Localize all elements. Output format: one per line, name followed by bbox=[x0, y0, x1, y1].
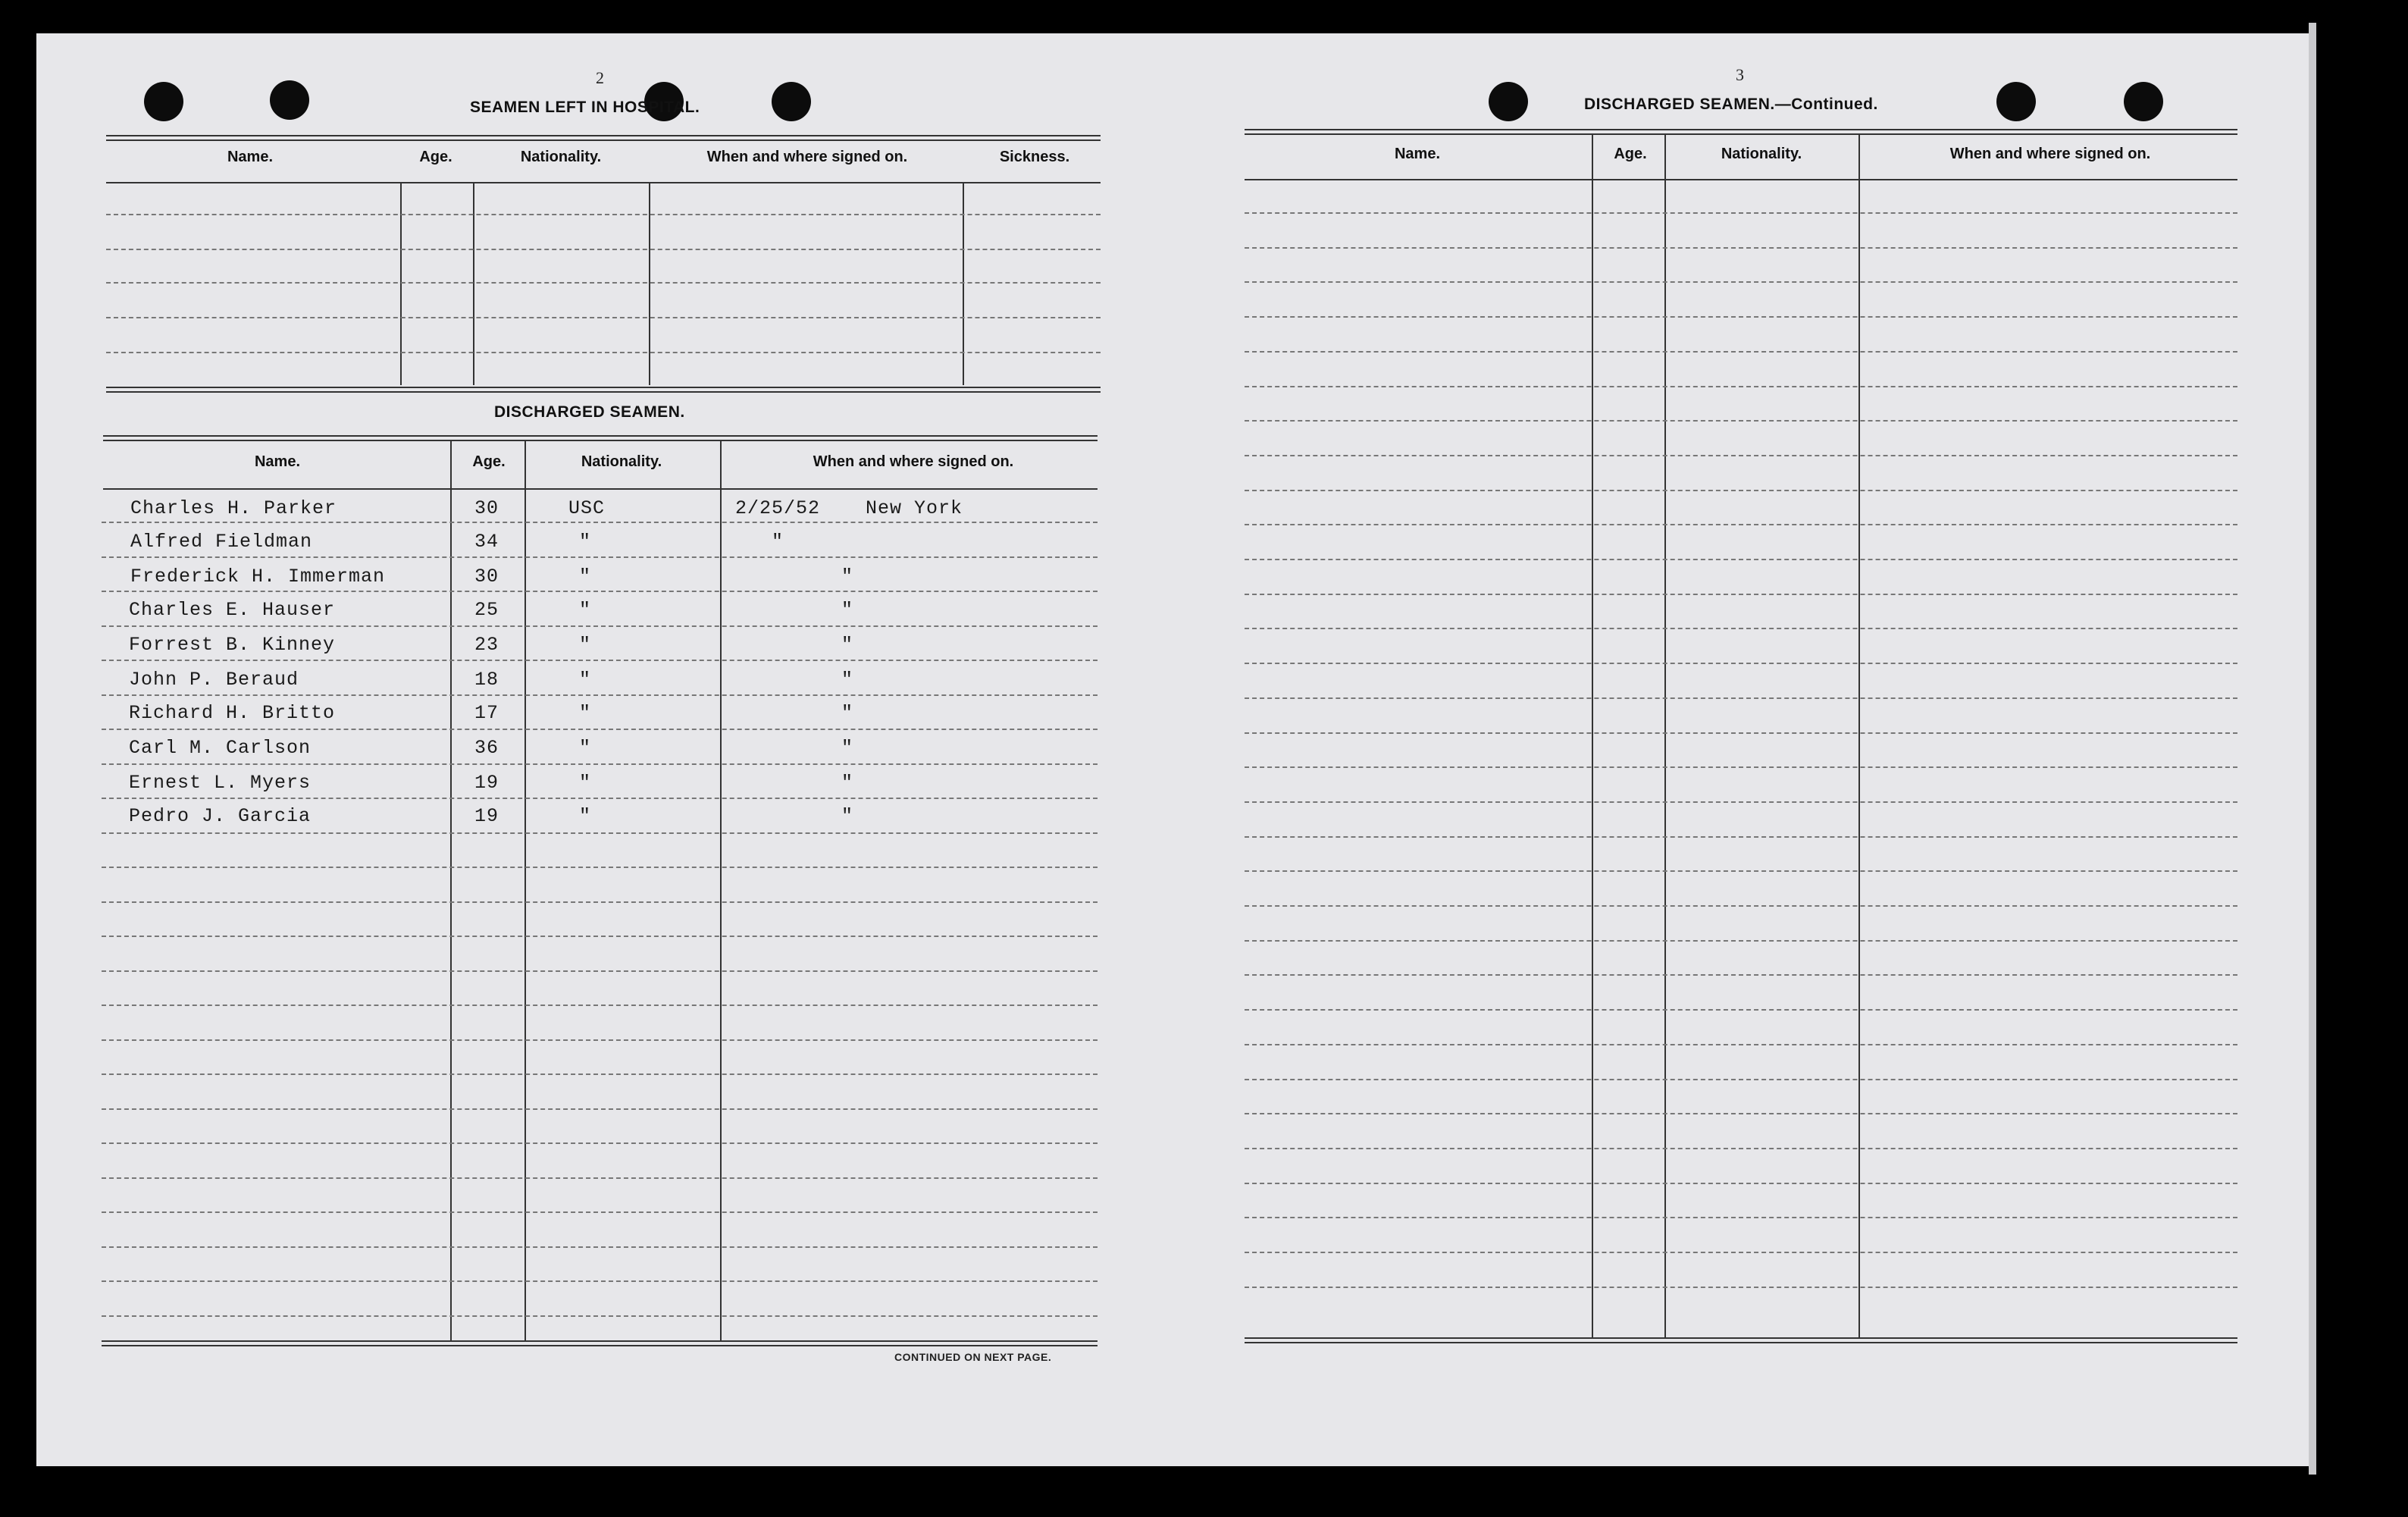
seaman-nationality: " bbox=[579, 531, 592, 553]
discharged-table-top-rule bbox=[103, 440, 1098, 441]
seaman-name: John P. Beraud bbox=[129, 669, 299, 691]
hospital-row-line bbox=[106, 282, 1101, 284]
seaman-age: 30 bbox=[474, 566, 499, 588]
seaman-age: 36 bbox=[474, 737, 499, 759]
discharged-continued-title-main: DISCHARGED SEAMEN. bbox=[1584, 96, 1775, 113]
seaman-name: Frederick H. Immerman bbox=[130, 566, 386, 588]
discharged-col-signed-on: When and where signed on. bbox=[813, 453, 1014, 470]
row-line bbox=[1245, 1217, 2237, 1218]
row-line bbox=[1245, 490, 2237, 491]
right-col-name: Name. bbox=[1394, 146, 1441, 162]
hospital-row-line bbox=[106, 317, 1101, 318]
row-line bbox=[102, 729, 1098, 730]
row-line bbox=[102, 1142, 1098, 1144]
row-line bbox=[1245, 905, 2237, 907]
right-table-bottom-rule bbox=[1245, 1337, 2237, 1339]
right-col-divider bbox=[1592, 133, 1593, 1339]
seaman-age: 18 bbox=[474, 669, 499, 691]
right-header-rule bbox=[1245, 179, 2237, 180]
row-line bbox=[102, 1246, 1098, 1248]
discharged-col-divider bbox=[720, 440, 722, 1342]
seaman-age: 19 bbox=[474, 805, 499, 827]
punch-hole bbox=[270, 80, 309, 120]
row-line bbox=[102, 660, 1098, 661]
row-line bbox=[1245, 1252, 2237, 1253]
hospital-col-signed-on: When and where signed on. bbox=[706, 149, 908, 165]
seaman-nationality: " bbox=[579, 634, 592, 656]
right-table-bottom-rule bbox=[1245, 1342, 2237, 1343]
row-line bbox=[102, 867, 1098, 868]
seaman-name: Richard H. Britto bbox=[129, 702, 336, 724]
row-line bbox=[102, 1315, 1098, 1317]
sheet-edge bbox=[2309, 23, 2316, 1475]
punch-hole bbox=[1996, 82, 2036, 121]
continued-note: CONTINUED ON NEXT PAGE. bbox=[894, 1351, 1052, 1363]
seaman-signed-on-date: 2/25/52 bbox=[735, 497, 821, 519]
row-line bbox=[102, 970, 1098, 972]
hospital-table-bottom-rule bbox=[106, 391, 1101, 393]
row-line bbox=[102, 556, 1098, 558]
hospital-table-bottom-rule bbox=[106, 387, 1101, 388]
seaman-signed-on-place: " bbox=[841, 634, 854, 656]
seaman-signed-on-date: " bbox=[772, 531, 784, 553]
discharged-section-title: DISCHARGED SEAMEN. bbox=[494, 403, 685, 421]
seaman-signed-on-place: " bbox=[841, 599, 854, 621]
hospital-row-line bbox=[106, 249, 1101, 250]
right-col-age: Age. bbox=[1614, 146, 1647, 162]
row-line bbox=[1245, 281, 2237, 283]
page-number: 2 bbox=[596, 68, 604, 87]
seaman-age: 19 bbox=[474, 772, 499, 794]
discharged-col-age: Age. bbox=[472, 453, 506, 470]
row-line bbox=[102, 625, 1098, 627]
punch-hole bbox=[1489, 82, 1528, 121]
row-line bbox=[1245, 1148, 2237, 1149]
seaman-name: Charles H. Parker bbox=[130, 497, 337, 519]
row-line bbox=[1245, 870, 2237, 872]
row-line bbox=[1245, 455, 2237, 456]
seaman-age: 23 bbox=[474, 634, 499, 656]
row-line bbox=[102, 694, 1098, 696]
hospital-col-divider bbox=[649, 182, 650, 385]
seaman-signed-on-place: " bbox=[841, 805, 854, 827]
row-line bbox=[1245, 524, 2237, 525]
row-line bbox=[102, 1005, 1098, 1006]
right-col-divider bbox=[1664, 133, 1666, 1339]
seaman-signed-on-place: " bbox=[841, 772, 854, 794]
discharged-col-name: Name. bbox=[254, 453, 301, 470]
seaman-name: Ernest L. Myers bbox=[129, 772, 312, 794]
row-line bbox=[1245, 316, 2237, 318]
row-line bbox=[102, 798, 1098, 799]
row-line bbox=[1245, 697, 2237, 699]
row-line bbox=[1245, 247, 2237, 249]
row-line bbox=[1245, 351, 2237, 353]
hospital-table-top-rule bbox=[106, 139, 1101, 141]
discharged-header-rule bbox=[103, 488, 1098, 490]
hospital-col-age: Age. bbox=[419, 149, 452, 165]
row-line bbox=[102, 522, 1098, 523]
discharged-col-divider bbox=[524, 440, 526, 1342]
discharged-col-divider bbox=[450, 440, 452, 1342]
hospital-table-top-rule bbox=[106, 135, 1101, 136]
seaman-name: Forrest B. Kinney bbox=[129, 634, 336, 656]
right-col-signed-on: When and where signed on. bbox=[1949, 146, 2151, 162]
hospital-col-nationality: Nationality. bbox=[520, 149, 602, 165]
discharged-continued-title-suffix: —Continued. bbox=[1774, 96, 1878, 113]
right-table-top-rule bbox=[1245, 129, 2237, 130]
seaman-age: 25 bbox=[474, 599, 499, 621]
seaman-nationality: " bbox=[579, 669, 592, 691]
row-line bbox=[1245, 1113, 2237, 1114]
seaman-age: 34 bbox=[474, 531, 499, 553]
discharged-table-top-rule bbox=[103, 435, 1098, 437]
seaman-age: 30 bbox=[474, 497, 499, 519]
hospital-row-line bbox=[106, 352, 1101, 353]
row-line bbox=[1245, 1044, 2237, 1045]
row-line bbox=[1245, 420, 2237, 422]
seaman-signed-on-place: " bbox=[841, 737, 854, 759]
seaman-nationality: " bbox=[579, 566, 592, 588]
row-line bbox=[1245, 940, 2237, 942]
row-line bbox=[1245, 386, 2237, 387]
hospital-col-divider bbox=[963, 182, 964, 385]
seaman-name: Carl M. Carlson bbox=[129, 737, 312, 759]
seaman-nationality: " bbox=[579, 599, 592, 621]
seaman-signed-on-place: " bbox=[841, 669, 854, 691]
hospital-header-rule bbox=[106, 182, 1101, 183]
discharged-table-bottom-rule bbox=[102, 1345, 1098, 1346]
right-col-nationality: Nationality. bbox=[1721, 146, 1802, 162]
row-line bbox=[102, 832, 1098, 834]
page-number: 3 bbox=[1736, 65, 1744, 84]
row-line bbox=[102, 591, 1098, 592]
row-line bbox=[1245, 1183, 2237, 1184]
row-line bbox=[102, 763, 1098, 765]
hospital-col-divider bbox=[400, 182, 402, 385]
discharged-continued-title bbox=[1584, 96, 1878, 114]
right-col-divider bbox=[1858, 133, 1860, 1339]
seaman-nationality: USC bbox=[568, 497, 606, 519]
hospital-col-sickness: Sickness. bbox=[999, 149, 1070, 165]
seaman-nationality: " bbox=[579, 702, 592, 724]
seaman-nationality: " bbox=[579, 737, 592, 759]
row-line bbox=[1245, 801, 2237, 803]
row-line bbox=[102, 1211, 1098, 1213]
row-line bbox=[1245, 628, 2237, 629]
row-line bbox=[102, 1073, 1098, 1075]
row-line bbox=[1245, 732, 2237, 734]
seaman-signed-on-place: " bbox=[841, 566, 854, 588]
seaman-signed-on-place: New York bbox=[866, 497, 963, 519]
punch-hole bbox=[2124, 82, 2163, 121]
seaman-name: Pedro J. Garcia bbox=[129, 805, 312, 827]
discharged-col-nationality: Nationality. bbox=[581, 453, 662, 470]
row-line bbox=[102, 1177, 1098, 1179]
seaman-nationality: " bbox=[579, 805, 592, 827]
row-line bbox=[1245, 974, 2237, 976]
seaman-signed-on-place: " bbox=[841, 702, 854, 724]
row-line bbox=[1245, 1009, 2237, 1011]
row-line bbox=[102, 1108, 1098, 1110]
row-line bbox=[1245, 212, 2237, 214]
punch-hole bbox=[772, 82, 811, 121]
seaman-nationality: " bbox=[579, 772, 592, 794]
row-line bbox=[1245, 663, 2237, 664]
row-line bbox=[102, 1039, 1098, 1041]
hospital-col-divider bbox=[473, 182, 474, 385]
hospital-col-name: Name. bbox=[227, 149, 274, 165]
punch-hole bbox=[144, 82, 183, 121]
row-line bbox=[102, 936, 1098, 937]
row-line bbox=[1245, 766, 2237, 768]
seaman-age: 17 bbox=[474, 702, 499, 724]
hospital-row-line bbox=[106, 214, 1101, 215]
row-line bbox=[102, 901, 1098, 903]
row-line bbox=[1245, 594, 2237, 595]
right-table-top-rule bbox=[1245, 133, 2237, 135]
row-line bbox=[1245, 1079, 2237, 1080]
row-line bbox=[1245, 559, 2237, 560]
row-line bbox=[1245, 1287, 2237, 1288]
seaman-name: Alfred Fieldman bbox=[130, 531, 313, 553]
hospital-section-title: SEAMEN LEFT IN HOSPITAL. bbox=[470, 99, 700, 116]
seaman-name: Charles E. Hauser bbox=[129, 599, 336, 621]
discharged-table-bottom-rule bbox=[102, 1340, 1098, 1342]
row-line bbox=[102, 1280, 1098, 1282]
row-line bbox=[1245, 836, 2237, 838]
